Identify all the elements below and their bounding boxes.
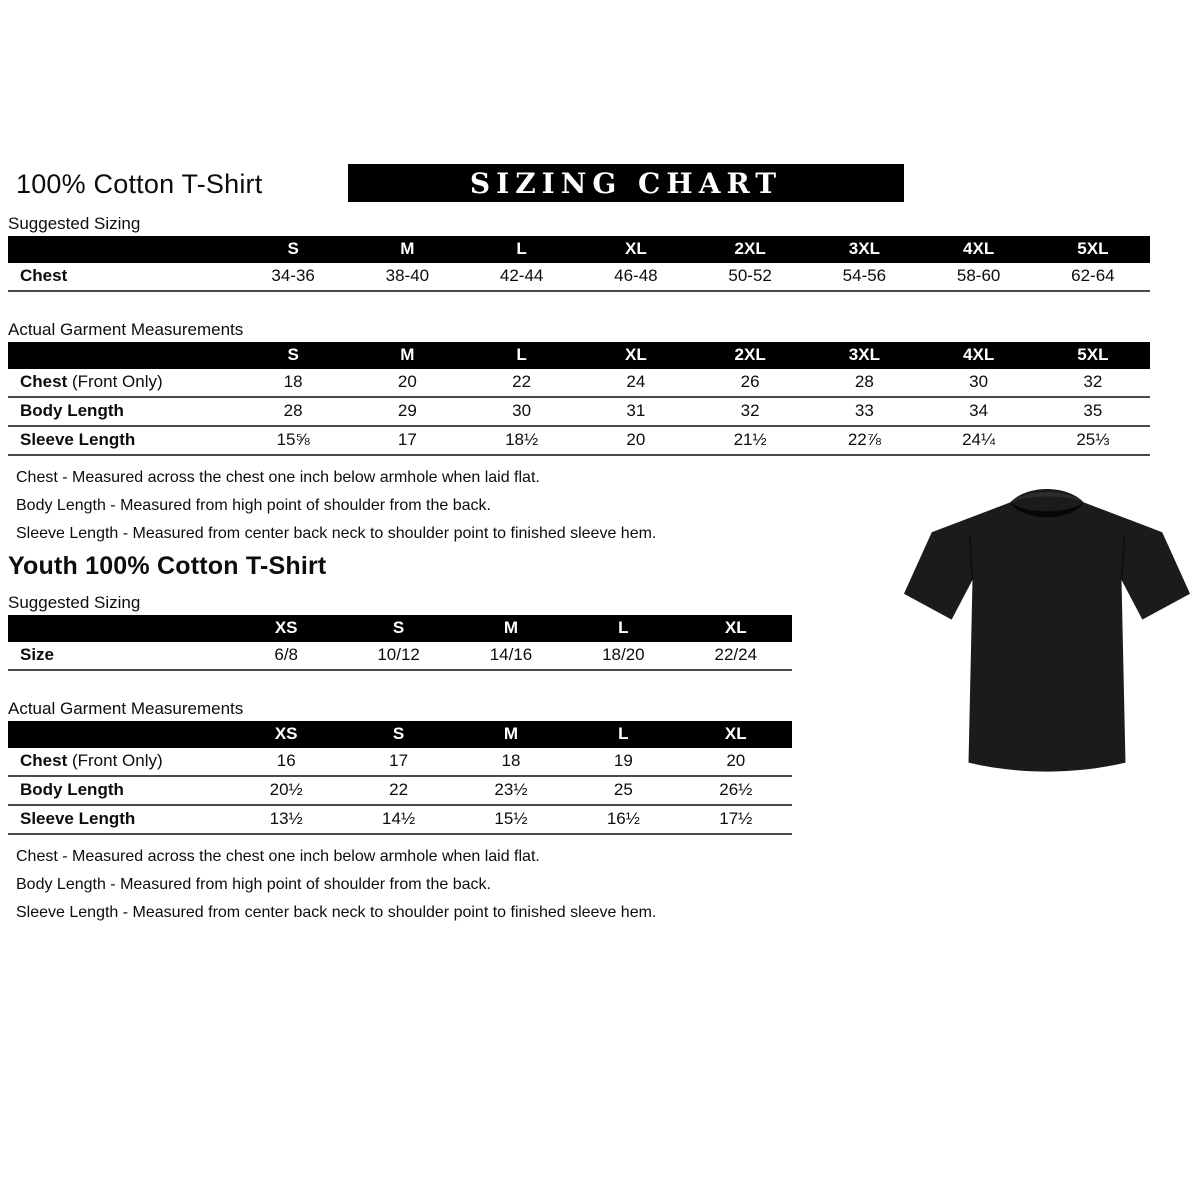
row-label-text: Chest: [20, 372, 68, 391]
table-cell: 14/16: [455, 642, 567, 670]
col-header: 4XL: [922, 236, 1036, 263]
table-cell: 15½: [455, 805, 567, 834]
page-title: 100% Cotton T-Shirt: [16, 169, 263, 199]
table-cell: 24: [579, 369, 693, 397]
note-body-length: Body Length - Measured from high point of shoulder from the back.: [16, 497, 491, 514]
adult-suggested-table: [8, 236, 1150, 292]
adult-suggested-label: Suggested Sizing: [8, 214, 141, 233]
col-header: 3XL: [807, 342, 921, 369]
table-cell: 20: [350, 369, 464, 397]
table-cell: 6/8: [230, 642, 342, 670]
table-cell: 24¼: [922, 426, 1036, 455]
col-header: XL: [680, 615, 792, 642]
row-label: Size: [8, 642, 230, 670]
youth-suggested-label: Suggested Sizing: [8, 593, 141, 612]
table-cell: 29: [350, 397, 464, 426]
table-cell: 19: [567, 748, 679, 776]
table-row-body-length: [8, 397, 1150, 426]
table-cell: 14½: [342, 805, 454, 834]
table-cell: 54-56: [807, 263, 921, 291]
col-header: 3XL: [807, 236, 921, 263]
col-header: L: [465, 236, 579, 263]
header-row: [8, 164, 1200, 202]
table-cell: 25⅓: [1036, 426, 1150, 455]
row-label-suffix: (Front Only): [67, 751, 163, 770]
note-sleeve-length: Sleeve Length - Measured from center back neck to shoulder point to finished sleeve hem.: [16, 904, 657, 921]
table-cell: 20: [680, 748, 792, 776]
row-label-text: Chest: [20, 751, 68, 770]
header-empty-cell: [8, 615, 230, 642]
col-header: S: [236, 342, 350, 369]
row-label-text: Body Length: [20, 401, 124, 420]
table-cell: 38-40: [350, 263, 464, 291]
table-cell: 33: [807, 397, 921, 426]
table-cell: 26: [693, 369, 807, 397]
table-cell: 16½: [567, 805, 679, 834]
table-cell: 62-64: [1036, 263, 1150, 291]
col-header: 5XL: [1036, 236, 1150, 263]
table-cell: 18: [236, 369, 350, 397]
row-label-text: Sleeve Length: [20, 809, 136, 828]
header-empty-cell: [8, 721, 230, 748]
table-cell: 42-44: [465, 263, 579, 291]
table-cell: 46-48: [579, 263, 693, 291]
row-label: [8, 369, 236, 397]
youth-notes: [16, 847, 1200, 922]
table-cell: 50-52: [693, 263, 807, 291]
col-header: 4XL: [922, 342, 1036, 369]
youth-title: Youth 100% Cotton T-Shirt: [8, 552, 327, 580]
table-cell: 17: [342, 748, 454, 776]
table-cell: 35: [1036, 397, 1150, 426]
youth-actual-table: [8, 721, 792, 835]
table-row-body-length: [8, 776, 792, 805]
table-row-size: [8, 642, 792, 670]
table-cell: 30: [465, 397, 579, 426]
table-cell: 23½: [455, 776, 567, 805]
col-header: L: [567, 721, 679, 748]
col-header: 2XL: [693, 342, 807, 369]
row-label: Chest: [8, 263, 236, 291]
table-header-row: [8, 721, 792, 748]
col-header: L: [465, 342, 579, 369]
table-row-chest: [8, 748, 792, 776]
youth-actual-label: Actual Garment Measurements: [8, 699, 244, 718]
table-header-row: [8, 236, 1150, 263]
table-cell: 16: [230, 748, 342, 776]
col-header: M: [455, 615, 567, 642]
table-cell: 22/24: [680, 642, 792, 670]
table-cell: 26½: [680, 776, 792, 805]
table-cell: 28: [807, 369, 921, 397]
youth-suggested-table: [8, 615, 792, 671]
table-cell: 28: [236, 397, 350, 426]
header-empty-cell: [8, 342, 236, 369]
note-body-length: Body Length - Measured from high point of shoulder from the back.: [16, 876, 491, 893]
black-tshirt-image: [898, 466, 1196, 810]
col-header: M: [350, 236, 464, 263]
adult-actual-table: [8, 342, 1150, 456]
col-header: XL: [579, 236, 693, 263]
table-cell: 22: [465, 369, 579, 397]
table-cell: 22⅞: [807, 426, 921, 455]
table-cell: 25: [567, 776, 679, 805]
table-cell: 34: [922, 397, 1036, 426]
row-label: [8, 805, 230, 834]
row-label-text: Sleeve Length: [20, 430, 136, 449]
table-cell: 20: [579, 426, 693, 455]
col-header: M: [350, 342, 464, 369]
row-label: [8, 426, 236, 455]
sizing-chart-banner: SIZING CHART: [348, 164, 904, 202]
col-header: XS: [230, 615, 342, 642]
col-header: 5XL: [1036, 342, 1150, 369]
adult-actual-label: Actual Garment Measurements: [8, 320, 244, 339]
table-cell: 32: [1036, 369, 1150, 397]
col-header: XS: [230, 721, 342, 748]
note-chest: Chest - Measured across the chest one inch below armhole when laid flat.: [16, 848, 540, 865]
row-label-suffix: (Front Only): [67, 372, 163, 391]
table-cell: 18/20: [567, 642, 679, 670]
header-empty-cell: [8, 236, 236, 263]
table-cell: 32: [693, 397, 807, 426]
table-cell: 20½: [230, 776, 342, 805]
table-cell: 58-60: [922, 263, 1036, 291]
col-header: L: [567, 615, 679, 642]
table-row: [8, 263, 1150, 291]
col-header: M: [455, 721, 567, 748]
col-header: S: [342, 615, 454, 642]
table-row-sleeve-length: [8, 805, 792, 834]
tshirt-body: [904, 489, 1190, 772]
table-cell: 22: [342, 776, 454, 805]
note-sleeve-length: Sleeve Length - Measured from center back neck to shoulder point to finished sleeve hem.: [16, 525, 657, 542]
col-header: XL: [579, 342, 693, 369]
table-cell: 15⅝: [236, 426, 350, 455]
col-header: S: [236, 236, 350, 263]
col-header: 2XL: [693, 236, 807, 263]
row-label: [8, 748, 230, 776]
table-row-chest: [8, 369, 1150, 397]
table-cell: 17: [350, 426, 464, 455]
table-cell: 10/12: [342, 642, 454, 670]
table-row-sleeve-length: [8, 426, 1150, 455]
col-header: XL: [680, 721, 792, 748]
table-header-row: [8, 342, 1150, 369]
table-cell: 18½: [465, 426, 579, 455]
table-cell: 21½: [693, 426, 807, 455]
col-header: S: [342, 721, 454, 748]
row-label: [8, 776, 230, 805]
table-cell: 17½: [680, 805, 792, 834]
table-cell: 31: [579, 397, 693, 426]
table-cell: 30: [922, 369, 1036, 397]
row-label: [8, 397, 236, 426]
note-chest: Chest - Measured across the chest one inch below armhole when laid flat.: [16, 469, 540, 486]
table-cell: 13½: [230, 805, 342, 834]
table-header-row: [8, 615, 792, 642]
table-cell: 18: [455, 748, 567, 776]
table-cell: 34-36: [236, 263, 350, 291]
row-label-text: Body Length: [20, 780, 124, 799]
